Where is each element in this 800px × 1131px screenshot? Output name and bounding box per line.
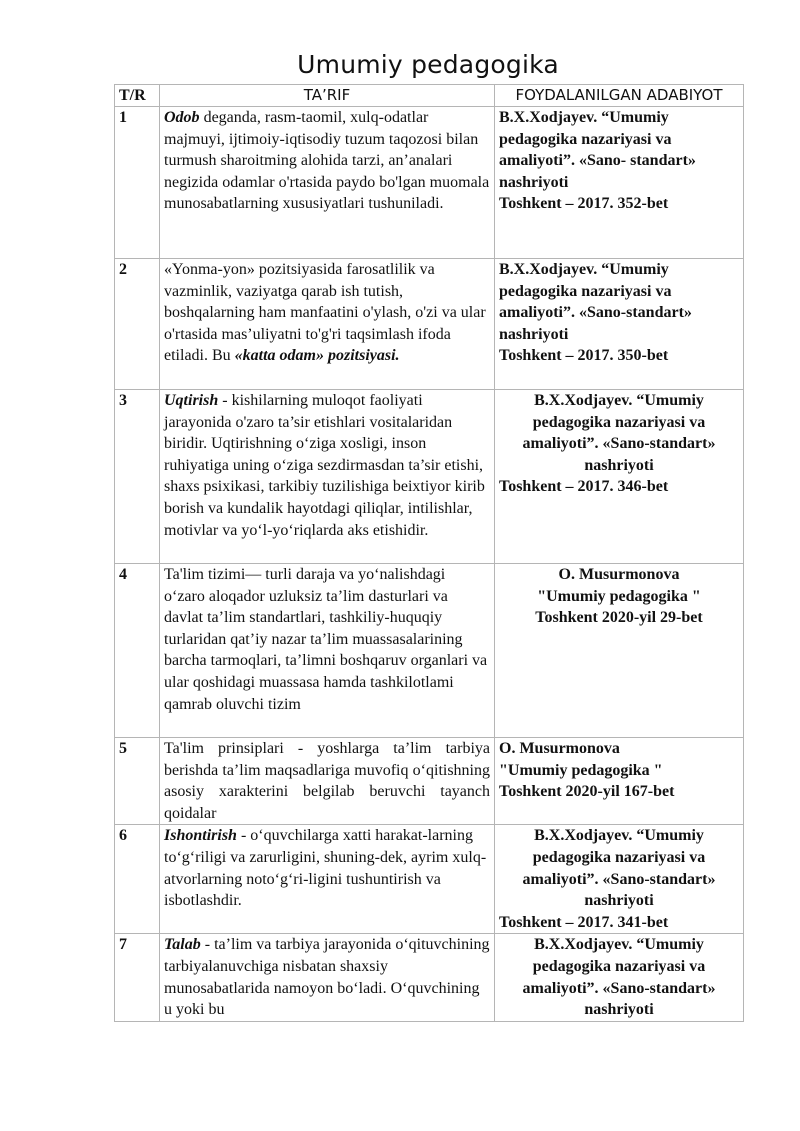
source-line: "Umumiy pedagogika " [537,587,701,605]
definition-cell [160,390,495,564]
page-title: Umumiy pedagogika [297,50,559,79]
table-row [115,259,744,390]
table-row [115,390,744,564]
definition-text: - kishilarning muloqot faoliyati jarayonida o'zaro ta’sir etishlari vositalaridan biridir. Uqtirishning o‘ziga xosligi, inson ruhiyatiga uning o‘ziga sezdirmasdan ta’sir etishi, shaxs psixikasi, tarkibiy tuzilishiga beixtiyor kirib borish va kundalik hayotdagi qiliqlar, intilishlar, motivlar va yo‘l-yo‘riqlarda aks etishidir. [164,392,485,539]
table-row [115,934,744,1021]
term: «katta odam» pozitsiyasi. [234,347,400,365]
definitions-table [114,84,744,1022]
source-line: Toshkent – 2017. 346-bet [499,478,669,496]
table-row [115,738,744,825]
source-line: B.X.Xodjayev. “Umumiy pedagogika nazariyasi va amaliyoti”. «Sano-standart» nashriyoti [522,392,716,474]
header-num: T/R [115,85,160,107]
row-number: 1 [115,107,160,259]
term: Odob [164,109,200,126]
definition-text: «Yonma-yon» pozitsiyasida farosatlilik va vazminlik, vaziyatga qarab ish tutish, boshqalarning ham manfaatini o'ylash, o'zi va ular o'rtasida mas’uliyatni to'g'ri taqsimlash ifoda etiladi. Bu [164,261,486,365]
source-line: O. Musurmonova [499,740,620,757]
definition-text: Ta'lim prinsiplari - yoshlarga ta’lim tarbiya berishda ta’lim maqsadlariga muvofiq o‘qitishning asosiy xarakterini belgilab beruvchi tayanch qoidalar [164,740,490,822]
definition-text: deganda, rasm-taomil, xulq-odatlar majmuyi, ijtimoiy-iqtisodiy tuzum taqozosi bilan turmush sharoitming alohida tarzi, an’analari negizida odamlar o'rtasida paydo bo'lgan muomala munosabatlarning xususiyatlari tushuniladi. [164,109,490,213]
source-line: Toshkent – 2017. 350-bet [499,347,669,365]
definition-cell [160,825,495,934]
source-line: B.X.Xodjayev. “Umumiy pedagogika nazariyasi va amaliyoti”. «Sano-standart» nashriyoti [522,827,716,910]
row-number: 3 [115,390,160,564]
source-cell [495,107,744,259]
source-cell [495,738,744,825]
source-line: Toshkent 2020-yil 167-bet [499,783,675,801]
source-line: Toshkent – 2017. 352-bet [499,195,669,213]
row-number: 7 [115,934,160,1021]
row-number: 6 [115,825,160,934]
header-source: FOYDALANILGAN ADABIYOT [495,85,744,107]
definition-cell [160,107,495,259]
row-number: 4 [115,564,160,738]
row-number: 5 [115,738,160,825]
source-line: B.X.Xodjayev. “Umumiy pedagogika nazariyasi va amaliyoti”. «Sano-standart» nashriyoti [522,936,716,1019]
source-cell [495,259,744,390]
header-definition: TA’RIF [160,85,495,107]
source-line: "Umumiy pedagogika " [499,761,663,779]
source-line: B.X.Xodjayev. “Umumiy pedagogika nazariyasi va amaliyoti”. «Sano-standart» nashriyoti [499,261,692,343]
source-cell [495,564,744,738]
definition-text: - ta’lim va tarbiya jarayonida o‘qituvchining tarbiyalanuvchiga nisbatan shaxsiy munosabatlarida namoyon bo‘ladi. O‘quvchining u yoki bu [164,936,490,1019]
definition-text: - o‘quvchilarga xatti harakat-larning to‘g‘riligi va zarurligini, shuning-dek, ayrim xulq-atvorlarning noto‘g‘ri-ligini tushuntirish va isbotlashdir. [164,827,487,910]
source-cell [495,934,744,1021]
term: Talab [164,936,201,954]
table-row [115,825,744,934]
table-header-row [115,85,744,107]
definition-cell [160,564,495,738]
definition-cell [160,738,495,825]
source-line: Toshkent – 2017. 341-bet [499,913,669,931]
term: Uqtirish [164,392,219,409]
definition-cell [160,259,495,390]
table-row [115,107,744,259]
definition-text: Ta'lim tizimi— turli daraja va yo‘nalishdagi o‘zaro aloqador uzluksiz ta’lim dasturlari va davlat ta’lim standartlari, tashkiliy-huquqiy turlaridan qat’iy nazar ta’lim muassasalarining barcha tarmoqlari, ta’limni boshqaruv organlari va ular qoshidagi muassasa hamda tashkilotlami qamrab oluvchi tizim [164,566,488,713]
source-line: B.X.Xodjayev. “Umumiy pedagogika nazariyasi va amaliyoti”. «Sano- standart» nashriyoti [499,109,696,191]
row-number: 2 [115,259,160,390]
table-row [115,564,744,738]
source-cell [495,825,744,934]
definition-cell [160,934,495,1021]
source-line: O. Musurmonova [558,566,680,583]
term: Ishontirish [164,827,237,845]
source-cell [495,390,744,564]
source-line: Toshkent 2020-yil 29-bet [535,609,703,627]
